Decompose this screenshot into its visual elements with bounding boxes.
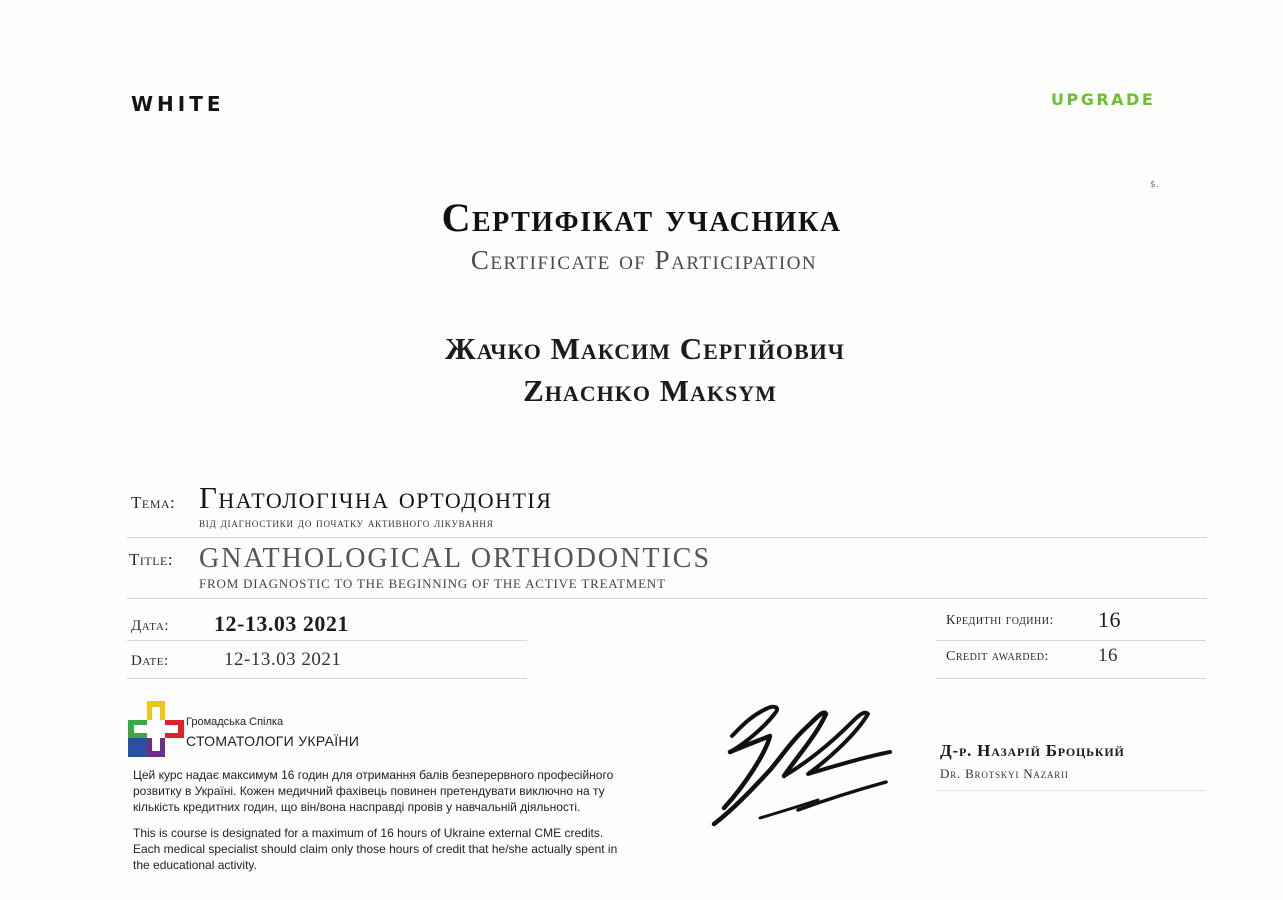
organization-name: СТОМАТОЛОГИ УКРАЇНИ xyxy=(186,733,360,749)
divider xyxy=(127,537,1207,538)
signatory-name-en: Dr. Brotskyi Nazarii xyxy=(940,766,1069,781)
note-line: This is course is designated for a maximum of 16 hours of Ukraine external CME credits. xyxy=(133,826,604,840)
divider xyxy=(127,598,1207,599)
certificate-title-en: Certificate of Participation xyxy=(470,245,818,275)
topic-subtitle-en: FROM DIAGNOSTIC TO THE BEGINNING OF THE ACTIVE TREATMENT xyxy=(199,576,666,591)
topic-title-ua: Гнатологічна ортодонтія xyxy=(199,480,553,515)
divider xyxy=(936,678,1206,679)
cme-note-ua xyxy=(133,767,613,815)
note-line: Цей курс надає максимум 16 годин для отримання балів безперервного професійного xyxy=(133,768,614,782)
topic-subtitle-ua: від діагностики до початку активного лікування xyxy=(199,515,494,530)
credits-label-ua: Кредитні години: xyxy=(946,613,1054,628)
organization-line1: Громадська Спілка xyxy=(186,716,284,728)
participant-name-ua: Жачко Максим Сергійович xyxy=(445,331,845,366)
note-line: the educational activity. xyxy=(133,858,257,872)
signatory-name-ua: Д-р. Назарій Броцький xyxy=(940,741,1125,760)
participant-name-en: Zhachko Maksym xyxy=(523,373,777,408)
cme-note-en xyxy=(133,825,617,873)
note-line: кількість кредитних годин, що він/вона насправді провів у навчальній діяльності. xyxy=(133,800,581,814)
topic-title-en: GNATHOLOGICAL ORTHODONTICS xyxy=(199,543,712,574)
date-value-en: 12-13.03 2021 xyxy=(224,649,342,670)
note-line: Each medical specialist should claim only those hours of credit that he/she actually spent in xyxy=(133,842,618,856)
credits-value-ua: 16 xyxy=(1098,607,1121,632)
divider xyxy=(127,678,527,679)
credits-label-en: Credit awarded: xyxy=(946,649,1049,664)
divider xyxy=(936,790,1206,791)
divider xyxy=(936,640,1206,641)
scan-speck: $. xyxy=(1150,180,1159,190)
white-logo-text: WHITE xyxy=(131,92,225,116)
signature-image xyxy=(700,700,900,830)
date-label-en: Date: xyxy=(131,653,169,669)
date-label-ua: Дата: xyxy=(131,618,169,634)
divider xyxy=(127,640,527,641)
date-value-ua: 12-13.03 2021 xyxy=(214,611,349,636)
certificate-title-ua: Сертифікат учасника xyxy=(441,195,842,240)
upgrade-logo-text: UPGRADE xyxy=(1051,90,1156,109)
topic-label-en: Title: xyxy=(129,550,174,569)
credits-value-en: 16 xyxy=(1098,645,1118,666)
topic-label-ua: Тема: xyxy=(131,493,176,512)
dental-union-logo-icon xyxy=(128,701,184,757)
note-line: розвитку в Україні. Кожен медичний фахівець повинен претендувати виключно на ту xyxy=(133,784,605,798)
